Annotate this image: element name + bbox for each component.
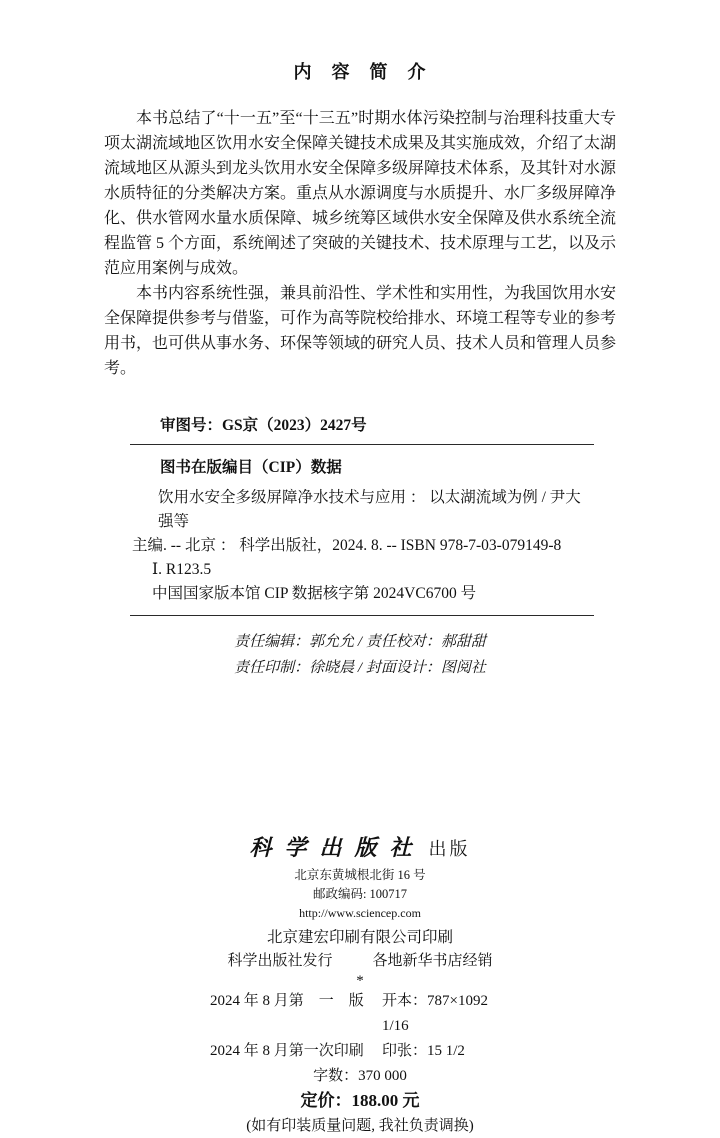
- press-line: [0, 833, 720, 866]
- divider-top: [130, 444, 594, 445]
- press-address: 北京东黄城根北街 16 号: [294, 868, 426, 882]
- staff-credits-line-2: 责任印制：徐晓晨 / 封面设计：图阅社: [234, 660, 486, 676]
- staff-credits-line-1: 责任编辑：郭允允 / 责任校对：郝甜甜: [234, 634, 486, 650]
- distribution-line: [0, 950, 720, 973]
- printer-line: 北京建宏印刷有限公司印刷: [266, 929, 453, 946]
- publish-label: 出版: [428, 839, 471, 859]
- printing-row: [210, 1039, 510, 1064]
- cip-section: [130, 413, 594, 616]
- word-count: 字数：370 000: [313, 1068, 407, 1084]
- printing-info: 2024 年 8 月第一次印刷: [210, 1043, 364, 1059]
- cip-title-line: 饮用水安全多级屏障净水技术与应用 ： 以太湖流域为例 / 尹大强等: [158, 489, 581, 530]
- staff-credits: [0, 629, 720, 681]
- press-logo: 科学出版社: [249, 835, 425, 860]
- content-summary: [104, 106, 616, 381]
- summary-paragraph-2: 本书内容系统性强，兼具前沿性、学术性和实用性，为我国饮用水安全保障提供参考与借鉴，可作为高等院校给排水、环境工程等专业的参考用书，也可供从事水务、环保等领域的研究人员、技术人员和管理人员参考。: [104, 285, 617, 377]
- edition-info: 2024 年 8 月第 一 版: [210, 993, 364, 1009]
- format-info: 开本：787×1092 1/16: [382, 993, 488, 1034]
- press-postcode: 邮政编码: 100717: [312, 887, 408, 901]
- asterisk-separator: *: [356, 973, 364, 989]
- sheets-info: 印张：15 1/2: [382, 1043, 465, 1059]
- divider-bottom: [130, 615, 594, 616]
- cip-record-number-line: 中国国家版本馆 CIP 数据核字第 2024VC6700 号: [152, 585, 477, 602]
- edition-row: [210, 989, 510, 1039]
- cip-classification-line: Ⅰ. R123.5: [152, 561, 212, 578]
- map-approval-number: 审图号：GS京（2023）2427号: [160, 417, 367, 434]
- retailer: 各地新华书店经销: [372, 953, 493, 969]
- distributor: 科学出版社发行: [227, 953, 333, 969]
- price: 定价：188.00 元: [300, 1091, 420, 1110]
- cip-publisher-line: 主编. -- 北京 ： 科学出版社，2024. 8. -- ISBN 978-7-03-079149-8: [132, 537, 562, 554]
- colophon: [0, 833, 720, 1138]
- cip-heading: 图书在版编目（CIP）数据: [160, 459, 342, 476]
- press-url: http://www.sciencep.com: [299, 906, 421, 920]
- page-title: 内 容 简 介: [293, 62, 427, 82]
- summary-paragraph-1: 本书总结了“十一五”至“十三五”时期水体污染控制与治理科技重大专项太湖流域地区饮用水安全保障关键技术成果及其实施成效，介绍了太湖流域地区从源头到龙头饮用水安全保障多级屏障技术体系，及其针对水源水质特征的分类解决方案。重点从水源调度与水质提升、水厂多级屏障净化、供水管网水量水质保障、城乡统筹区域供水安全保障及供水系统全流程监管 5 个方面，系统阐述了突破的关键技术、技术原理与工艺，以及示范应用案例与成效。: [104, 110, 617, 277]
- quality-note: (如有印装质量问题, 我社负责调换): [246, 1118, 474, 1134]
